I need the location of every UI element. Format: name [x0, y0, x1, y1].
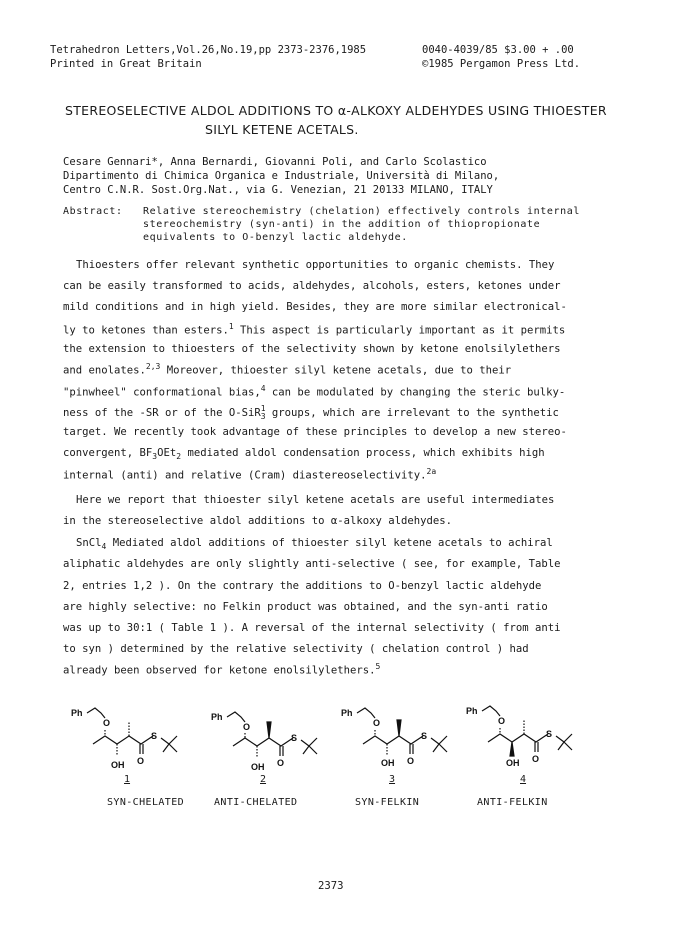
- body-line: aliphatic aldehydes are only slightly anti-selective ( see, for example, Table: [63, 558, 561, 570]
- svg-text:O: O: [373, 718, 381, 728]
- price-code: 0040-4039/85 $3.00 + .00: [422, 44, 574, 56]
- svg-text:Ph: Ph: [466, 706, 478, 716]
- body-line: mild conditions and in high yield. Besides, they are more similar electronical-: [63, 301, 567, 313]
- printed-in: Printed in Great Britain: [50, 58, 202, 70]
- abstract-line-3: equivalents to O-benzyl lactic aldehyde.: [143, 232, 408, 243]
- body-line: target. We recently took advantage of these principles to develop a new stereo-: [63, 426, 567, 438]
- caption-syn-chelated: SYN-CHELATED: [107, 797, 185, 808]
- svg-text:S: S: [291, 733, 298, 743]
- body-line: can be easily transformed to acids, aldehydes, alcohols, esters, ketones under: [63, 280, 561, 292]
- copyright: ©1985 Pergamon Press Ltd.: [422, 58, 581, 70]
- svg-text:O: O: [407, 756, 415, 766]
- svg-text:OH: OH: [111, 760, 125, 770]
- body-line: already been observed for ketone enolsilylethers.$^5$: [63, 662, 381, 677]
- svg-text:O: O: [137, 756, 145, 766]
- body-line: ly to ketones than esters.$^1$ This aspect is particularly important as it permits: [63, 322, 566, 337]
- body-line: "pinwheel" conformational bias,$^4$ can be modulated by changing the steric bulky-: [63, 384, 566, 399]
- affiliation-2: Centro C.N.R. Sost.Org.Nat., via G. Venezian, 21 20133 MILANO, ITALY: [63, 184, 493, 196]
- body-line: SnCl$_4$ Mediated aldol additions of thioester silyl ketene acetals to achiral: [76, 537, 553, 552]
- abstract-line-1: Relative stereochemistry (chelation) effectively controls internal: [143, 206, 580, 217]
- structure-1: [71, 708, 177, 770]
- svg-text:O: O: [277, 758, 285, 768]
- caption-anti-felkin: ANTI-FELKIN: [477, 797, 548, 808]
- body-line: was up to 30:1 ( Table 1 ). A reversal of the internal selectivity ( from anti: [63, 622, 561, 634]
- body-line: are highly selective: no Felkin product was obtained, and the syn-anti ratio: [63, 601, 548, 613]
- svg-text:S: S: [421, 731, 428, 741]
- caption-syn-felkin: SYN-FELKIN: [355, 797, 420, 808]
- compound-number-1: 1: [124, 774, 131, 785]
- compound-number-2: 2: [260, 774, 267, 785]
- title-line-1: STEREOSELECTIVE ALDOL ADDITIONS TO α-ALKOXY ALDEHYDES USING THIOESTER: [65, 103, 607, 118]
- body-line: Here we report that thioester silyl ketene acetals are useful intermediates: [76, 494, 555, 506]
- svg-text:S: S: [546, 729, 553, 739]
- svg-text:Ph: Ph: [211, 712, 223, 722]
- body-line: convergent, $BF_3OEt_2$ mediated aldol condensation process, which exhibits high: [63, 447, 545, 462]
- structure-4: [466, 706, 572, 768]
- body-line: 2, entries 1,2 ). On the contrary the additions to O-benzyl lactic aldehyde: [63, 580, 542, 592]
- body-line: the extension to thioesters of the selectivity shown by ketone enolsilylethers: [63, 343, 561, 355]
- svg-text:O: O: [103, 718, 111, 728]
- body-line: internal (anti) and relative (Cram) diastereoselectivity.$^{2a}$: [63, 467, 437, 482]
- svg-text:OH: OH: [506, 758, 520, 768]
- author-names: Cesare Gennari*, Anna Bernardi, Giovanni Poli, and Carlo Scolastico: [63, 156, 487, 168]
- structure-2: [211, 712, 317, 772]
- svg-text:OH: OH: [251, 762, 265, 772]
- page-number: 2373: [318, 880, 344, 892]
- body-line: in the stereoselective aldol additions to α-alkoxy aldehydes.: [63, 515, 453, 527]
- abstract-line-2: stereochemistry (syn-anti) in the addition of thiopropionate: [143, 219, 541, 230]
- chemical-structures: [60, 700, 640, 810]
- body-line: to syn ) determined by the relative selectivity ( chelation control ) had: [63, 643, 529, 655]
- svg-text:OH: OH: [381, 758, 395, 768]
- svg-text:O: O: [498, 716, 506, 726]
- compound-number-3: 3: [389, 774, 396, 785]
- abstract-label: Abstract:: [63, 206, 123, 217]
- svg-text:Ph: Ph: [71, 708, 83, 718]
- title-line-2: SILYL KETENE ACETALS.: [205, 122, 359, 137]
- structure-3: [341, 708, 447, 768]
- caption-anti-chelated: ANTI-CHELATED: [214, 797, 298, 808]
- body-line: Thioesters offer relevant synthetic opportunities to organic chemists. They: [76, 259, 555, 271]
- compound-number-4: 4: [520, 774, 527, 785]
- svg-text:S: S: [151, 731, 158, 741]
- body-line: and enolates.$^{2,3}$ Moreover, thioester silyl ketene acetals, due to their: [63, 362, 512, 377]
- svg-text:O: O: [243, 722, 251, 732]
- body-line: ness of the -SR or of the O-SiR 1 3 groups, which are irrelevant to the synthetic: [63, 404, 559, 421]
- svg-text:O: O: [532, 754, 540, 764]
- affiliation-1: Dipartimento di Chimica Organica e Industriale, Università di Milano,: [63, 170, 500, 182]
- svg-text:Ph: Ph: [341, 708, 353, 718]
- journal-citation: Tetrahedron Letters,Vol.26,No.19,pp 2373-2376,1985: [50, 44, 367, 56]
